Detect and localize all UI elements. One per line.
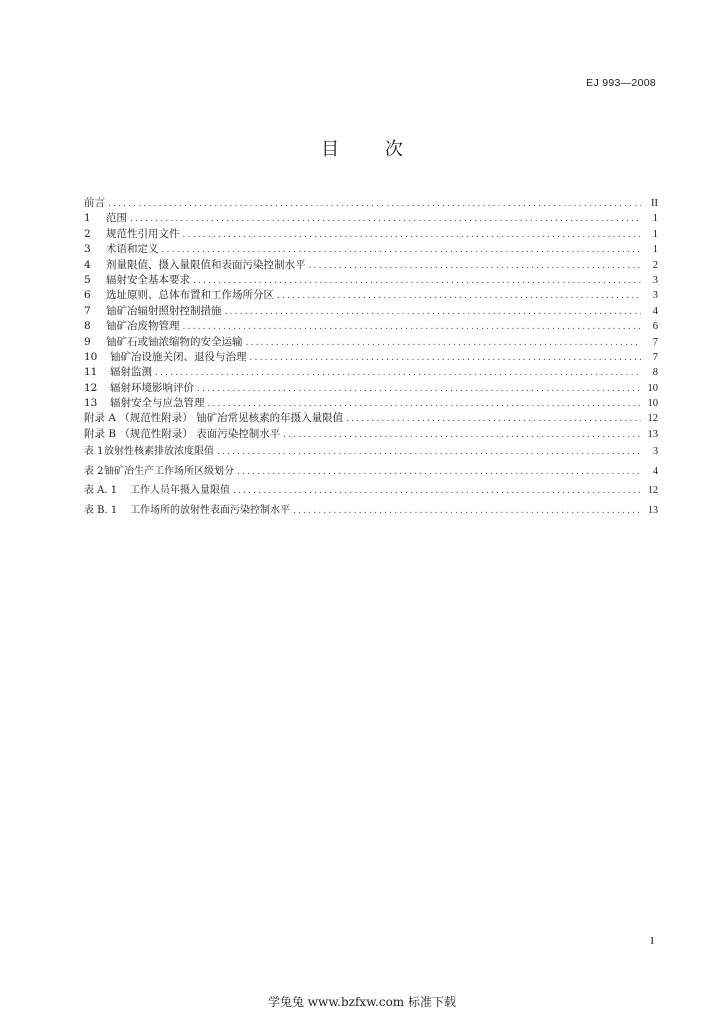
toc-entry-label: 附录 B （规范性附录） 表面污染控制水平 (84, 427, 281, 440)
toc-entry-number: 10 (84, 350, 98, 363)
toc-entry-table-a1[interactable] (84, 481, 658, 501)
toc-entry-page: 13 (647, 428, 658, 440)
toc-entry-label: 剂量限值、摄入量限值和表面污染控制水平 (106, 258, 306, 271)
toc-entry-label: 规范性引用文件 (106, 227, 180, 240)
toc-entry-page: 7 (652, 351, 658, 363)
toc-entry-foreword[interactable] (84, 196, 658, 211)
toc-entry-8[interactable] (84, 319, 658, 334)
toc-entry-page: 3 (652, 274, 658, 286)
toc-entry-number: 9 (84, 335, 91, 348)
toc-entry-5[interactable] (84, 273, 658, 288)
dot-leader (246, 336, 642, 351)
toc-entry-label: 放射性核素排放浓度限值 (104, 446, 214, 458)
toc-entry-label: 辐射安全与应急管理 (110, 397, 205, 410)
toc-entry-number: 表 B. 1 (84, 505, 118, 517)
toc-entry-number: 表 2 (84, 465, 104, 477)
dot-leader (217, 443, 641, 463)
toc-entry-3[interactable] (84, 242, 658, 257)
toc-entry-number: 13 (84, 397, 98, 410)
dot-leader (193, 274, 641, 289)
dot-leader (183, 320, 642, 335)
toc-entry-number: 3 (84, 243, 91, 256)
footer-watermark: 学兔兔 www.bzfxw.com 标准下载 (267, 995, 457, 1009)
toc-entry-page: 7 (652, 336, 658, 348)
dot-leader (250, 351, 642, 366)
toc-entry-appendix-b[interactable] (84, 427, 658, 442)
toc-entry-page: 3 (652, 290, 658, 302)
dot-leader (155, 366, 641, 381)
toc-entry-label: 铀矿冶废物管理 (106, 320, 180, 333)
toc-entry-number: 表 1 (84, 446, 104, 458)
toc-entry-label: 术语和定义 (106, 243, 159, 256)
dot-leader (237, 463, 641, 483)
toc-entry-page: 3 (653, 446, 658, 458)
toc-entry-number: 表 A. 1 (84, 485, 118, 497)
toc-entry-label: 辐射环境影响评价 (110, 381, 194, 394)
toc-entry-4[interactable] (84, 258, 658, 273)
toc-entry-table-2[interactable] (84, 462, 658, 482)
toc-entry-10[interactable] (84, 350, 658, 365)
toc-entry-table-b1[interactable] (84, 501, 658, 521)
page-number: I (650, 935, 654, 947)
toc-entry-page: 2 (652, 259, 658, 271)
toc-entry-number: 5 (84, 273, 91, 286)
table-of-contents (84, 196, 658, 521)
toc-entry-2[interactable] (84, 227, 658, 242)
toc-entry-page: 10 (647, 382, 658, 394)
dot-leader (130, 212, 641, 227)
toc-entry-1[interactable] (84, 211, 658, 226)
toc-entry-table-1[interactable] (84, 442, 658, 462)
toc-entry-11[interactable] (84, 365, 658, 380)
toc-entry-label: 铀矿冶辐射照射控制措施 (106, 304, 222, 317)
toc-entry-page: 12 (647, 413, 658, 425)
toc-entry-number: 2 (84, 227, 91, 240)
toc-entry-label: 辐射安全基本要求 (106, 273, 190, 286)
toc-entry-page: 1 (652, 213, 658, 225)
toc-entry-appendix-a[interactable] (84, 411, 658, 426)
toc-entry-13[interactable] (84, 396, 658, 411)
toc-entry-number: 6 (84, 289, 91, 302)
toc-entry-label: 范围 (106, 212, 127, 225)
toc-entry-page: 10 (647, 398, 658, 410)
toc-entry-number: 12 (84, 381, 98, 394)
toc-entry-number: 4 (84, 258, 91, 271)
toc-entry-page: 8 (652, 367, 658, 379)
document-code: EJ 993—2008 (586, 77, 656, 89)
toc-entry-page: 1 (652, 228, 658, 240)
page-title: 目 次 (321, 139, 423, 160)
dot-leader (197, 382, 641, 397)
toc-entry-number: 8 (84, 320, 91, 333)
toc-entry-9[interactable] (84, 335, 658, 350)
toc-entry-6[interactable] (84, 288, 658, 303)
dot-leader (283, 428, 641, 443)
toc-entry-page: 4 (652, 305, 658, 317)
toc-entry-label: 铀矿冶设施关闭、退役与治理 (110, 350, 247, 363)
toc-entry-page: 6 (652, 321, 658, 333)
toc-entry-number: 1 (84, 212, 91, 225)
toc-entry-page: 12 (648, 485, 658, 497)
dot-leader (346, 412, 641, 427)
toc-entry-number: 11 (84, 366, 98, 379)
dot-leader (183, 228, 642, 243)
dot-leader (208, 397, 642, 412)
toc-entry-label: 选址原则、总体布置和工作场所分区 (106, 289, 274, 302)
toc-entry-label: 工作场所的放射性表面污染控制水平 (130, 505, 290, 517)
dot-leader (293, 502, 641, 522)
toc-entry-label: 前言 (84, 197, 105, 209)
toc-entry-7[interactable] (84, 304, 658, 319)
toc-entry-page: 1 (652, 244, 658, 256)
toc-entry-number: 7 (84, 304, 91, 317)
dot-leader (225, 305, 642, 320)
toc-entry-label: 附录 A （规范性附录） 铀矿冶常见核素的年摄入量限值 (84, 412, 344, 425)
toc-entry-12[interactable] (84, 381, 658, 396)
dot-leader (277, 289, 641, 304)
toc-entry-label: 工作人员年摄入量限值 (130, 485, 230, 497)
toc-entry-page: 4 (653, 465, 658, 477)
dot-leader (309, 259, 642, 274)
toc-entry-label: 辐射监测 (110, 366, 152, 379)
dot-leader (233, 482, 641, 502)
toc-entry-page: II (651, 198, 658, 209)
toc-entry-page: 13 (648, 505, 658, 517)
toc-entry-label: 铀矿石或铀浓缩物的安全运输 (106, 335, 243, 348)
dot-leader (162, 243, 642, 258)
dot-leader (108, 197, 641, 212)
toc-entry-label: 铀矿冶生产工作场所区级划分 (104, 465, 234, 477)
